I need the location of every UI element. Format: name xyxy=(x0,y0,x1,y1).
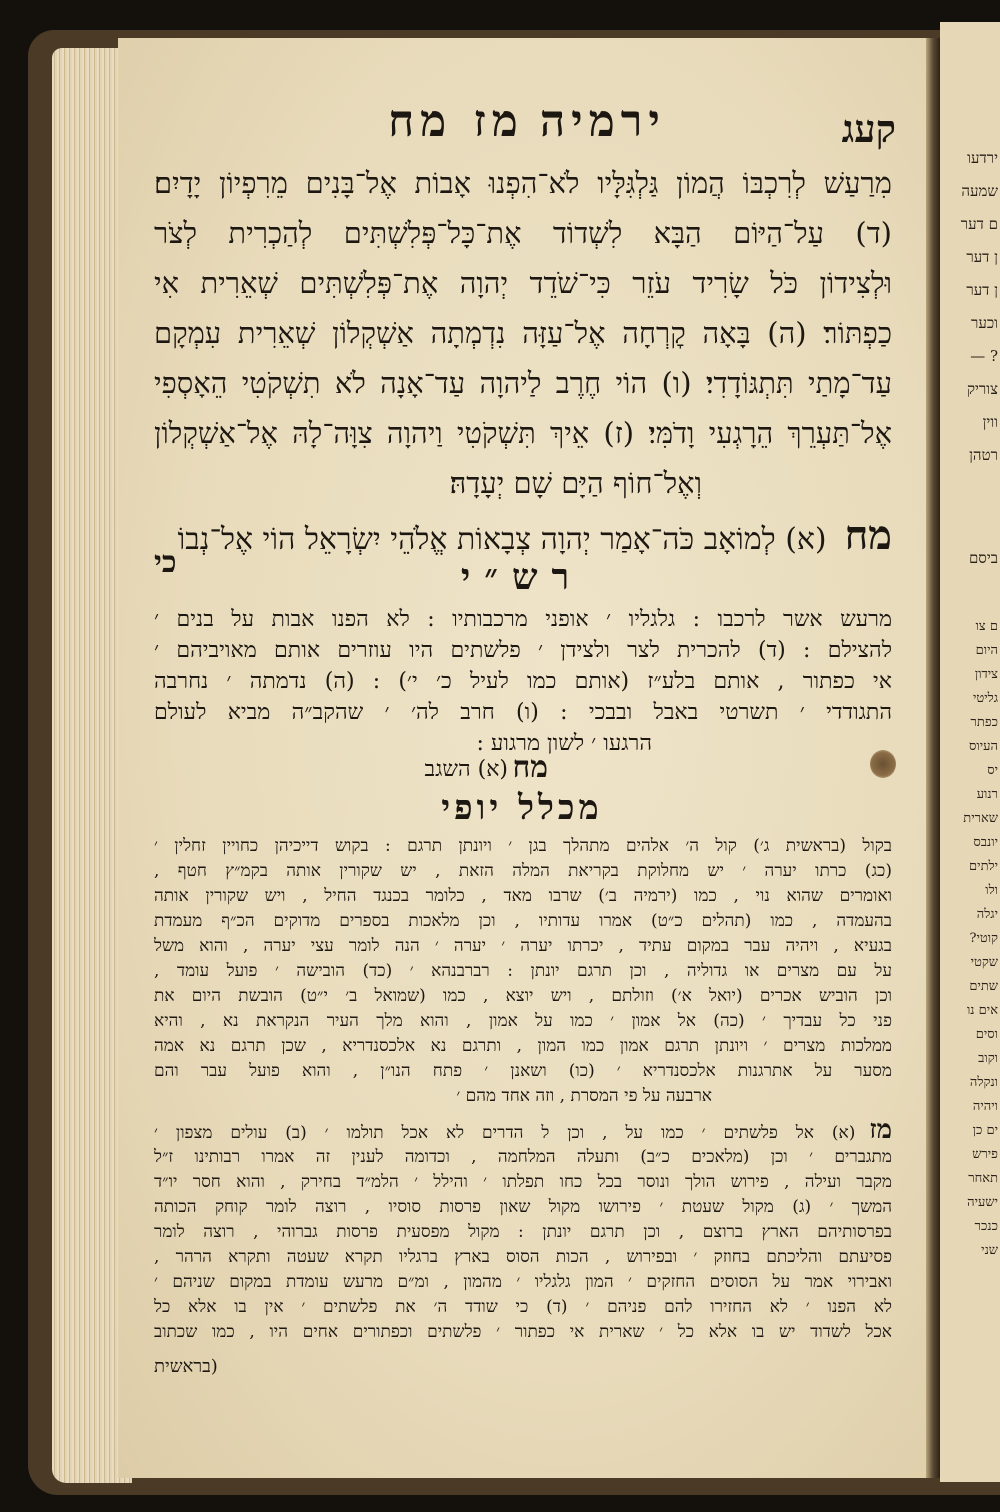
page-header xyxy=(158,96,896,156)
facing-line: ם צו xyxy=(975,619,998,634)
facing-line: כנכר xyxy=(974,1219,998,1234)
bible-line: וְאֶל־חוֹף הַיָּם שָׁם יְעָדָהּ׃ xyxy=(449,466,702,500)
facing-line: ן דער xyxy=(966,248,998,266)
commentary-chapter-47-label: מז xyxy=(869,1115,892,1145)
commentary-line: פסיעתם והליכתם בחוזק ׳ ובפירוש , הכות הסוס בארץ ברגליו תקרא שעטה ותקרא הרהר , xyxy=(154,1247,892,1267)
facing-line: וקוב xyxy=(978,1051,998,1066)
bible-line: עַד־מָתַי תִּתְגּוֹדָדִי׃ (ו) הוֹי חֶרֶב לַיהוָה עַד־אָנָה לֹא תִשְׁקֹטִי הֵאָסְפִי xyxy=(154,366,892,400)
facing-line: תאחר xyxy=(968,1171,998,1186)
commentary-line: ואומרים שהוא נוי , כמו (ירמיה ב׳) שרבו מאד , כלומר בכנגד החיל , ויש שקורין אותה xyxy=(154,886,892,906)
commentary-chapter-note xyxy=(118,746,926,786)
commentary-chapter-47-line xyxy=(154,1115,892,1145)
facing-line: שמעה xyxy=(961,182,998,200)
rashi-line: הרגעו ׳ לשון מרגוע : xyxy=(476,731,652,756)
bible-line: וּלְצִידוֹן כֹּל שָׂרִיד עֹזֵר כִּי־שֹׁדֵד יְהוָה אֶת־פְּלִשְׁתִּים שְׁאֵרִית אִי xyxy=(154,266,892,300)
chapter-verse-text: (א) לְמוֹאָב כֹּה־אָמַר יְהוָה צְבָאוֹת אֱלֹהֵי יִשְׂרָאֵל הוֹי אֶל־נְבוֹ xyxy=(177,522,827,557)
commentary-line: (כג) כרתו יערה ׳ יש מחלוקת בקריאת המלה הזאת , יש שקורין אותה בקמ״ץ חטף , xyxy=(154,861,892,881)
commentary-line: מקבר ועילה , פירוש הולך ונוסר בכל כחו תפלתו ׳ והילל ׳ הלמ״ד בחירק , והוא חסר יו״ד xyxy=(154,1172,892,1192)
rashi-line: התגודדי ׳ תשרטי באבל ובבכי : (ו) חרב לה׳ ׳ שהקב״ה מביא לעולם xyxy=(154,700,892,725)
facing-page-fragment xyxy=(940,22,1000,1482)
facing-line: ביסם xyxy=(968,549,998,567)
facing-line: רנוע xyxy=(976,787,998,802)
facing-line: צידון xyxy=(974,667,998,682)
commentary-line: על עם מצרים או גדוליה , וכן תרגם יונתן : רברבנהא ׳ (כד) הובישה ׳ פועל עומד , xyxy=(154,961,892,981)
facing-line: שקטי xyxy=(970,955,998,970)
commentary-line: בהעמדה , כמו (תהלים כ״ט) אמרו עדותיו , וכן מלאכות בספרים מדוקים הכ״ף מעמדת xyxy=(154,911,892,931)
facing-line: ונקלה xyxy=(969,1075,998,1090)
commentary-line: מסער על אתרגנות אלכסנדריא ׳ (כו) ושאנן ׳ פתח הנו״ן , והוא פועל עבר והם xyxy=(154,1061,892,1081)
running-title xyxy=(158,96,896,147)
chapter-label: מח xyxy=(844,512,892,559)
facing-line: העיוס xyxy=(969,739,998,754)
facing-line: יונבס xyxy=(973,835,998,850)
bible-line: אֶל־תַּעְרֵךְ הֵרָגְעִי וָדֹמִּי׃ (ז) אֵיךְ תִּשְׁקֹטִי וַיהוָה צִוָּה־לָהּ אֶל־אַשְׁקְלוֹן xyxy=(154,416,892,450)
facing-line: ישעיה xyxy=(967,1195,998,1210)
facing-line: ולו xyxy=(985,883,998,898)
facing-line: גליטי xyxy=(972,691,998,706)
bible-line: כַפְתּוֹר׃ (ה) בָּאָה קׇרְחָה אֶל־עַזָּה נִדְמְתָה אַשְׁקְלוֹן שְׁאֵרִית עִמְקָם xyxy=(154,316,892,350)
facing-line: שתים xyxy=(969,979,998,994)
bible-line: (ד) עַל־הַיּוֹם הַבָּא לִשְׁדוֹד אֶת־כָּל־פְּלִשְׁתִּים לְהַכְרִית לְצֹר xyxy=(154,216,892,250)
left-page xyxy=(118,38,926,1478)
facing-line: שני xyxy=(981,1243,998,1258)
book-title: ירמיה xyxy=(539,96,666,147)
facing-line: היום xyxy=(975,643,998,658)
commentary-line: ממלכות מצרים ׳ ויונתן תרגם אמון כמו המון , ותרגם נא אלכסנדריא , שכן תרגם נא אמה xyxy=(154,1036,892,1056)
paper-stain xyxy=(870,750,896,778)
mikhlol-yofi-commentary xyxy=(154,834,892,1377)
commentary-line: ארבעה על פי המסרת , וזה אחד מהם ׳ xyxy=(456,1086,712,1106)
commentary-line: בגעיא , ויהיה עבר במקום עתיד , יכרתו יערה ׳ יערה ׳ הנה לומר עצי יערה , והוא משל xyxy=(154,936,892,956)
facing-line: כפתר xyxy=(970,715,998,730)
commentary-line-text: (א) אל פלשתים ׳ כמו על , וכן ל הדרים לא אכל תולמו ׳ (ב) עולים מצפון ׳ xyxy=(154,1123,856,1143)
facing-line: ים כן xyxy=(972,1123,998,1138)
rashi-line: להצילם : (ד) להכרית לצר ולצידן ׳ פלשתים היו עוזרים אותם מאויביהם ׳ xyxy=(154,638,892,663)
facing-line: קוטי? xyxy=(969,931,998,946)
commentary-line: אכל לשדוד יש בו אלא כל ׳ שארית אי כפתור ׳ פלשתים וכפתורים אחים היו , כמו שכתוב xyxy=(154,1322,892,1342)
commentary-line: פני כל עבדיך ׳ (כה) אל אמון ׳ כמו על אמון , והוא מלך העיר הנקראת נא , והיא xyxy=(154,1011,892,1031)
facing-line: יגלה xyxy=(976,907,998,922)
commentary-line: וכן הוביש אכרים (יואל א׳) וזולתם , ויש יוצא , כמו (שמואל ב׳ י״ט) הובשת היום את xyxy=(154,986,892,1006)
facing-line: ם דער xyxy=(960,215,998,233)
facing-line: ויהיה xyxy=(972,1099,998,1114)
facing-line: ירדעו xyxy=(967,149,998,167)
facing-line: אים נו xyxy=(966,1003,998,1018)
rashi-commentary xyxy=(154,604,892,759)
facing-line: יס xyxy=(987,763,998,778)
facing-line: רטהן xyxy=(969,446,998,464)
commentary-catchword: (בראשית xyxy=(154,1356,218,1377)
commentary-line: המשך ׳ (ג) מקול שעטת ׳ פירושו מקול שאון פרסות סוסיו , רוצה לומר קוחק הכותה xyxy=(154,1197,892,1217)
rashi-line: אי כפתור , אותם בלע״ז (אותם כמו לעיל כ׳ י׳) : (ה) נדמתה ׳ נחרבה xyxy=(154,669,892,694)
commentary-line: בקול (בראשית ג׳) קול ה׳ אלהים מתהלך בגן ׳ ויונתן תרגם : בקוש דייכיהן כחויין זחלין ׳ xyxy=(154,836,892,856)
catchword: כי xyxy=(154,545,177,580)
facing-line: ? — xyxy=(970,347,998,365)
book-gutter xyxy=(926,38,940,1478)
page-number: קעג xyxy=(841,106,896,151)
commentary-chapter-note-text: (א) השגב xyxy=(424,757,508,782)
facing-line: שארית xyxy=(963,811,998,826)
rashi-heading: רש״י xyxy=(460,556,584,598)
facing-line: ילתים xyxy=(969,859,998,874)
rashi-line: מרעש אשר לרכבו : גלגליו ׳ אופני מרכבותיו : לא הפנו אבות על בנים ׳ xyxy=(154,607,892,632)
facing-line: ן דער xyxy=(966,281,998,299)
commentary-chapter-mark: מח xyxy=(512,750,548,785)
facing-line: פירש xyxy=(972,1147,998,1162)
commentary-line: מתגברים ׳ וכן (מלאכים כ״ב) ותעלה המלחמה , וכדומה לענין זה אמרו רבותינו ז״ל xyxy=(154,1147,892,1167)
chapter-numbers: מז מח xyxy=(388,96,524,147)
bible-line: מִרַעַשׁ לְרִכְבּוֹ הֲמוֹן גַּלְגִּלָּיו לֹא־הִפְנוּ אָבוֹת אֶל־בָּנִים מֵרִפְיוֹן יָדָיִם׃ xyxy=(154,166,892,200)
facing-line: וסים xyxy=(975,1027,998,1042)
facing-line: ווין xyxy=(982,413,998,431)
facing-line: צוריק xyxy=(966,380,998,398)
commentary-line: בפרסותיהם הארץ ברוצם , וכן תרגם יונתן : מקול מפסעית פרסות גברוהי , רוצה לומר xyxy=(154,1222,892,1242)
mikhlol-yofi-heading: מכלל יופי xyxy=(441,788,603,828)
commentary-line: ואבירוי אמר על הסוסים החזקים ׳ המון גלגליו ׳ מהמון , ומ״ם מרעש עומדת במקום שניהם ׳ xyxy=(154,1272,892,1292)
facing-line: וכער xyxy=(970,314,998,332)
commentary-line: לא הפנו ׳ לא החזירו להם פניהם ׳ (ד) כי שודד ה׳ את פלשתים ׳ אין בו אלא כל xyxy=(154,1297,892,1317)
